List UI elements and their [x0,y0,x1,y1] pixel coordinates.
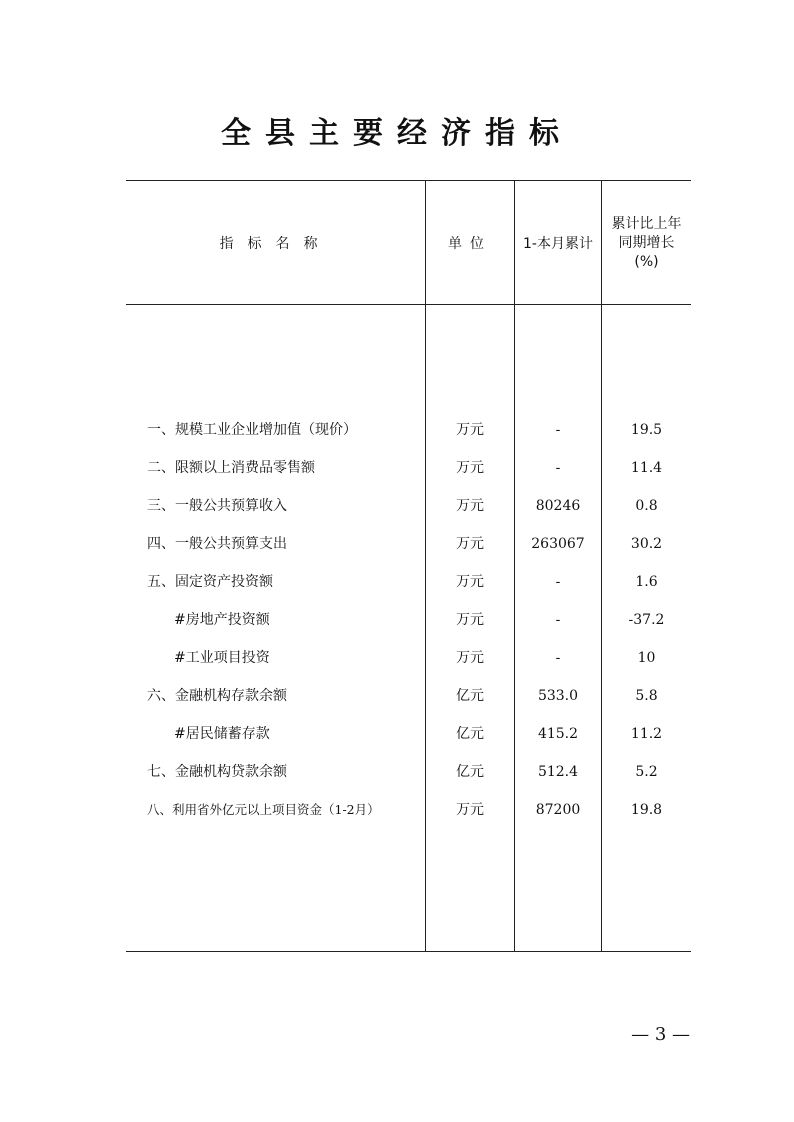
table-row [126,722,691,746]
indicator-cumulative: 80246 [535,498,581,514]
indicator-name: #居民储蓄存款 [174,726,270,742]
indicator-unit: 万元 [456,802,484,818]
indicator-unit: 万元 [456,612,484,628]
table-row [126,760,691,784]
table-row [126,798,691,822]
indicator-cumulative: - [555,650,561,666]
indicator-name: 七、金融机构贷款余额 [147,764,287,780]
indicator-name: 三、一般公共预算收入 [147,498,287,514]
indicator-cumulative: 533.0 [537,688,579,704]
header-growth-line2: 同期增长 [618,234,675,251]
indicator-name: 六、金融机构存款余额 [147,688,287,704]
indicator-cumulative: 263067 [531,536,585,552]
indicator-unit: 亿元 [456,688,484,704]
indicator-cumulative: 87200 [535,802,581,818]
table-row [126,456,691,480]
header-growth [602,181,691,305]
indicator-growth: -37.2 [628,612,665,628]
page-title: 全县主要经济指标 [221,116,573,151]
header-indicator-name: 指标名称 [219,236,332,252]
indicator-growth: 1.6 [635,574,658,590]
indicator-name: 四、一般公共预算支出 [147,536,287,552]
header-growth-line1: 累计比上年 [611,215,682,232]
indicator-name: 五、固定资产投资额 [147,574,273,590]
table-row [126,494,691,518]
indicator-growth: 11.4 [630,460,663,476]
indicator-unit: 万元 [456,536,484,552]
indicator-growth: 5.2 [635,764,658,780]
table-bottom-rule [126,951,691,952]
page-number: — 3 — [631,1024,690,1045]
indicator-name: 八、利用省外亿元以上项目资金（1-2月） [147,802,380,817]
indicator-growth: 10 [637,650,656,666]
indicator-cumulative: - [555,574,561,590]
indicator-unit: 亿元 [456,726,484,742]
indicator-name: #房地产投资额 [174,612,270,628]
header-unit: 单位 [448,236,492,252]
indicator-growth: 0.8 [635,498,658,514]
indicator-cumulative: - [555,422,561,438]
indicator-growth: 5.8 [635,688,658,704]
indicator-growth: 19.8 [630,802,663,818]
indicator-unit: 万元 [456,422,484,438]
table-row [126,608,691,632]
indicator-cumulative: - [555,612,561,628]
indicator-unit: 万元 [456,460,484,476]
header-growth-line3: (%) [634,253,659,270]
table-row [126,570,691,594]
indicator-unit: 亿元 [456,764,484,780]
indicator-unit: 万元 [456,650,484,666]
indicator-unit: 万元 [456,574,484,590]
indicator-cumulative: 415.2 [537,726,579,742]
indicator-cumulative: 512.4 [537,764,579,780]
indicator-growth: 30.2 [630,536,663,552]
indicator-name: #工业项目投资 [174,650,270,666]
indicator-cumulative: - [555,460,561,476]
table-row [126,646,691,670]
indicator-unit: 万元 [456,498,484,514]
indicator-growth: 11.2 [630,726,663,742]
header-cumulative: 1-本月累计 [523,236,593,252]
table-row [126,418,691,442]
indicator-growth: 19.5 [630,422,663,438]
indicator-name: 二、限额以上消费品零售额 [147,460,315,476]
indicator-name: 一、规模工业企业增加值（现价） [147,422,357,438]
table-row [126,684,691,708]
table-row [126,532,691,556]
